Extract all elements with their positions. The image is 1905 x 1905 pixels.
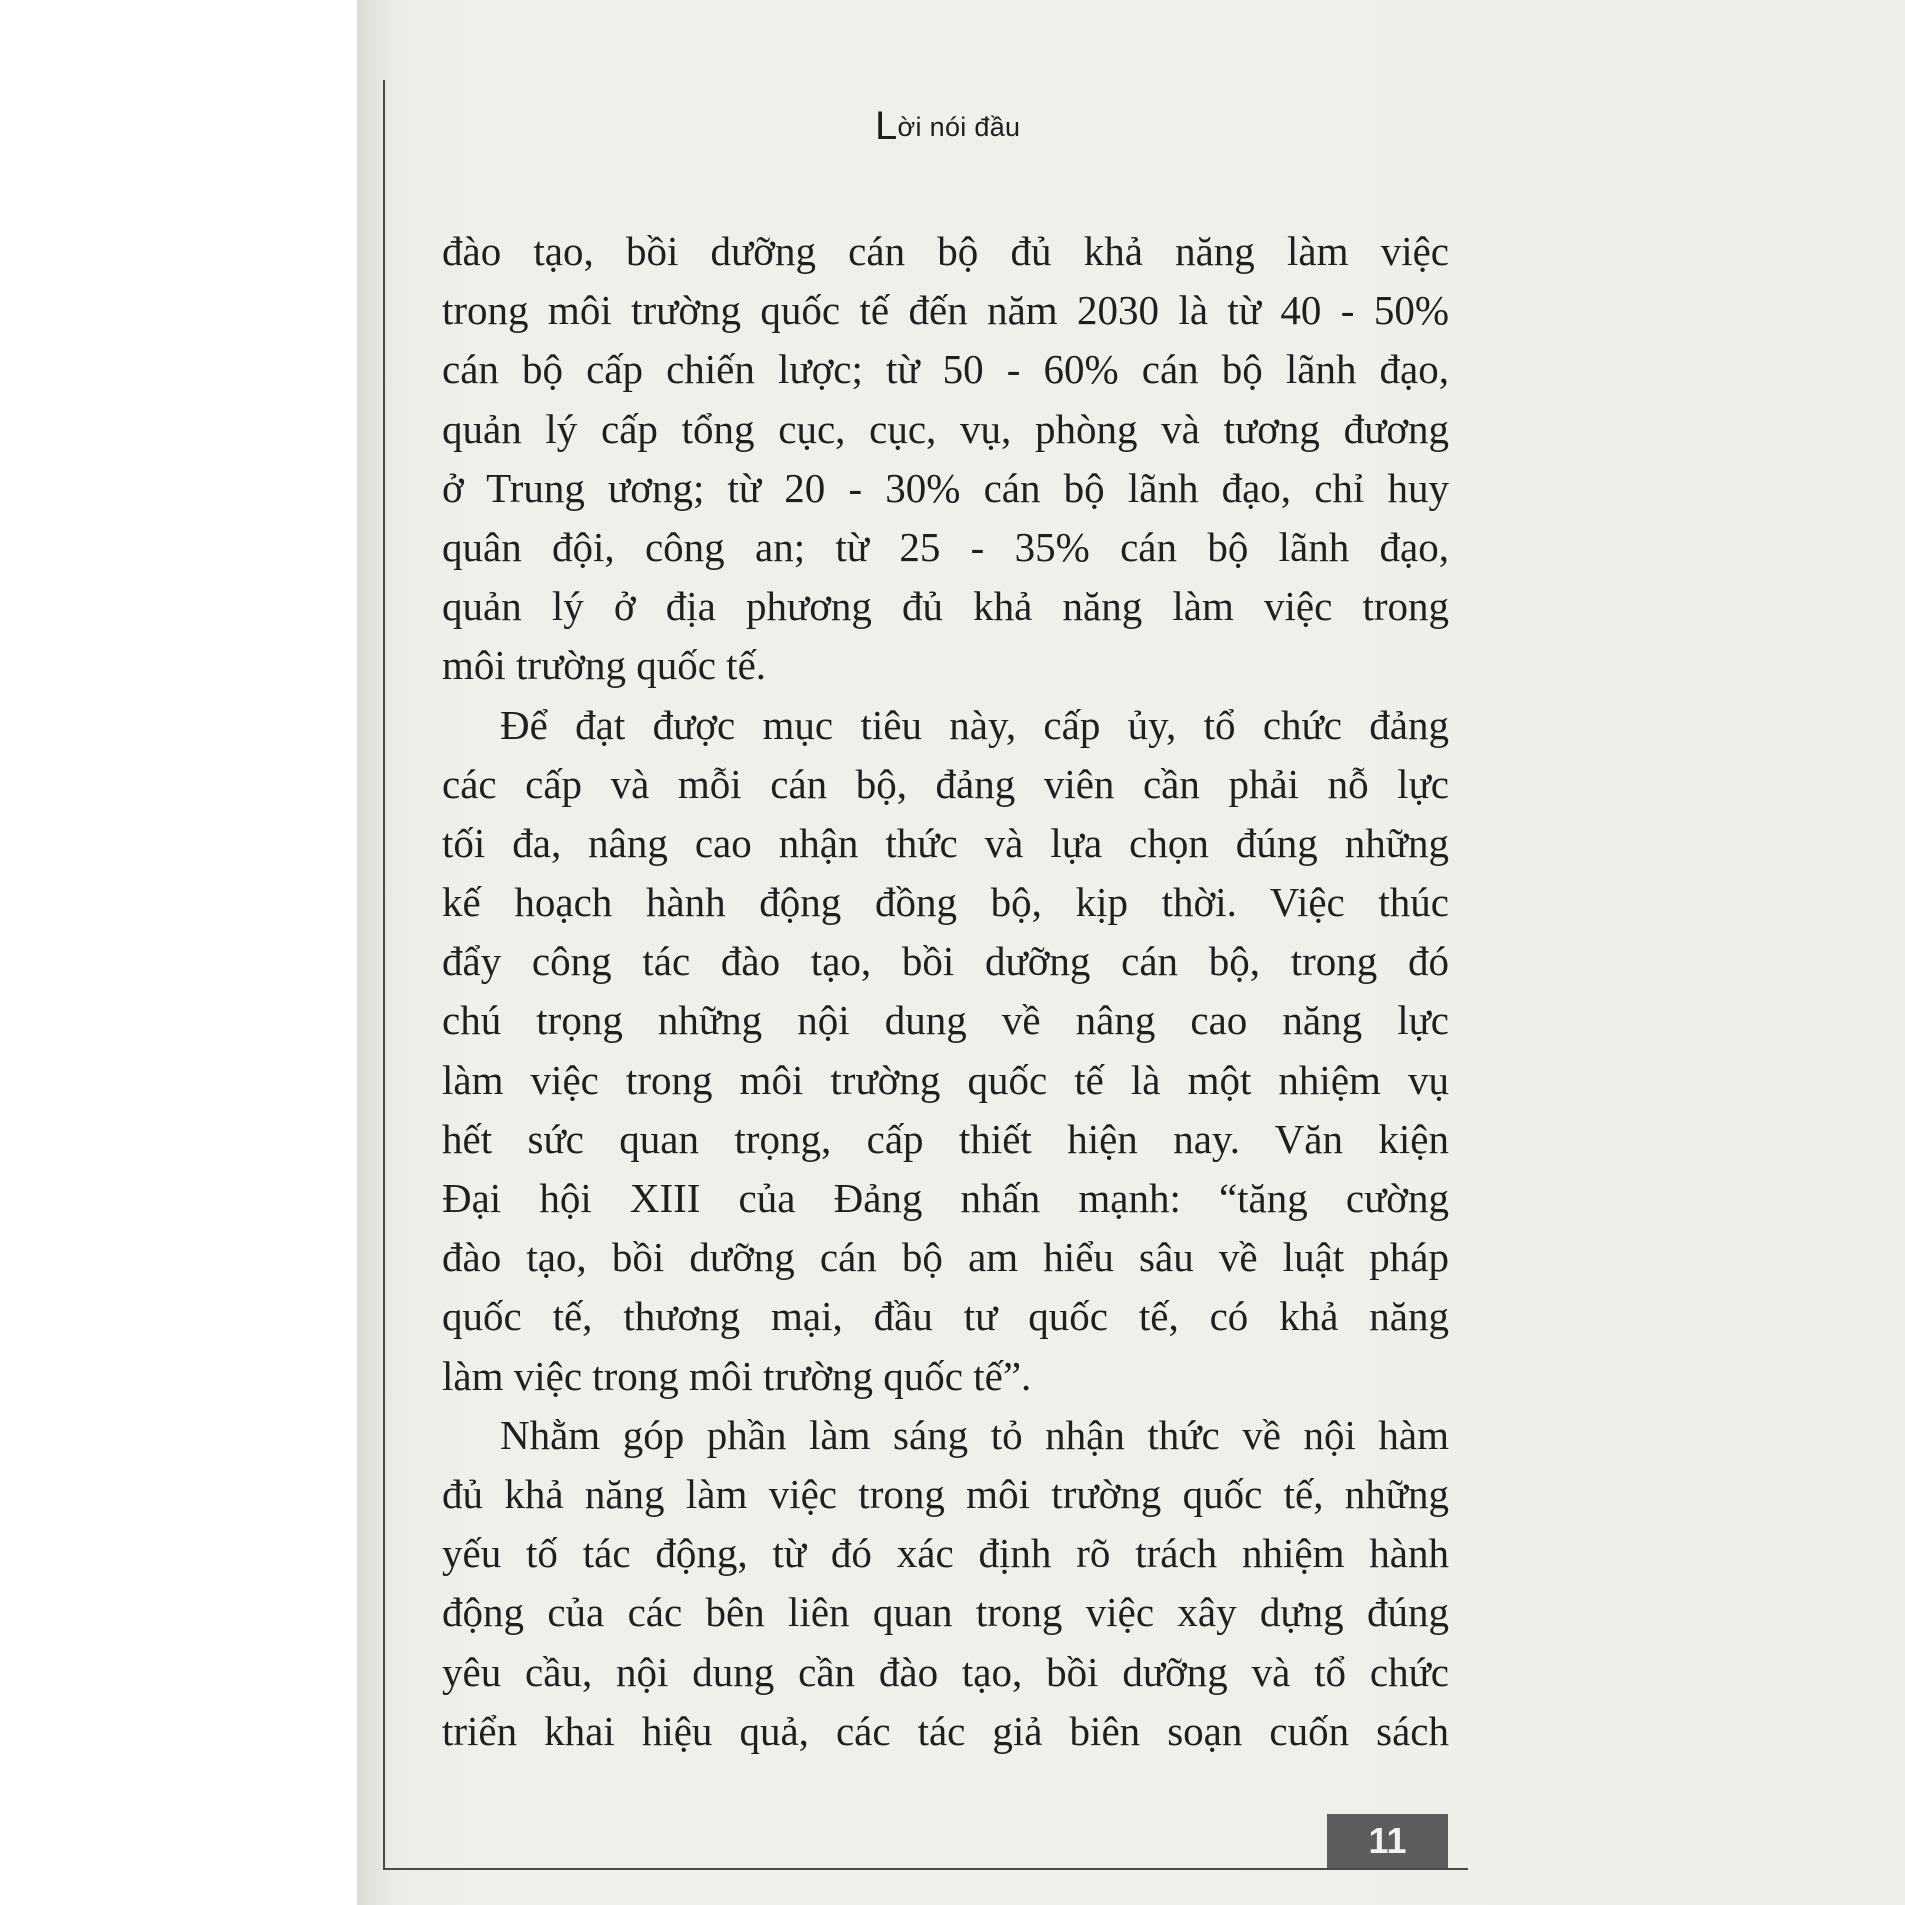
text-line: Nhằm góp phần làm sáng tỏ nhận thức về nội hàm xyxy=(500,1411,1449,1458)
text-line: trong môi trường quốc tế đến năm 2030 là từ 40 - 50% xyxy=(442,287,1449,334)
page-number: 11 xyxy=(1327,1814,1448,1868)
text-line: quản lý cấp tổng cục, cục, vụ, phòng và tương đương xyxy=(442,405,1449,452)
running-head-text: ời nói đầu xyxy=(897,112,1021,142)
text-line: yêu cầu, nội dung cần đào tạo, bồi dưỡng và tổ chức xyxy=(442,1648,1449,1695)
text-line: Để đạt được mục tiêu này, cấp ủy, tổ chức đảng xyxy=(500,701,1449,748)
page-frame-left-rule xyxy=(383,80,385,1870)
page-frame-bottom-rule xyxy=(383,1868,1468,1870)
running-head xyxy=(875,104,1020,149)
text-line: làm việc trong môi trường quốc tế”. xyxy=(442,1352,1032,1399)
text-line: cán bộ cấp chiến lược; từ 50 - 60% cán bộ lãnh đạo, xyxy=(442,346,1449,393)
text-line: yếu tố tác động, từ đó xác định rõ trách nhiệm hành xyxy=(442,1530,1449,1577)
text-line: làm việc trong môi trường quốc tế là một nhiệm vụ xyxy=(442,1056,1449,1103)
text-line: triển khai hiệu quả, các tác giả biên soạn cuốn sách xyxy=(442,1707,1449,1754)
text-line: quân đội, công an; từ 25 - 35% cán bộ lãnh đạo, xyxy=(442,523,1449,570)
body-text xyxy=(442,222,1449,1761)
text-line: đào tạo, bồi dưỡng cán bộ am hiểu sâu về luật pháp xyxy=(442,1234,1449,1281)
text-line: môi trường quốc tế. xyxy=(442,642,767,689)
text-line: hết sức quan trọng, cấp thiết hiện nay. Văn kiện xyxy=(442,1115,1449,1162)
text-line: chú trọng những nội dung về nâng cao năng lực xyxy=(442,997,1449,1044)
text-line: ở Trung ương; từ 20 - 30% cán bộ lãnh đạo, chỉ huy xyxy=(442,464,1449,511)
text-line: các cấp và mỗi cán bộ, đảng viên cần phải nỗ lực xyxy=(442,760,1449,807)
text-line: quản lý ở địa phương đủ khả năng làm việc trong xyxy=(442,583,1449,630)
text-line: đủ khả năng làm việc trong môi trường quốc tế, những xyxy=(442,1470,1449,1517)
text-line: kế hoạch hành động đồng bộ, kịp thời. Việc thúc xyxy=(442,879,1449,926)
text-line: quốc tế, thương mại, đầu tư quốc tế, có khả năng xyxy=(442,1293,1449,1340)
text-line: Đại hội XIII của Đảng nhấn mạnh: “tăng cường xyxy=(442,1175,1449,1221)
running-head-initial: L xyxy=(875,104,898,148)
text-line: đào tạo, bồi dưỡng cán bộ đủ khả năng làm việc xyxy=(442,228,1449,274)
text-line: tối đa, nâng cao nhận thức và lựa chọn đúng những xyxy=(442,819,1449,866)
text-line: đẩy công tác đào tạo, bồi dưỡng cán bộ, trong đó xyxy=(442,938,1449,985)
text-line: động của các bên liên quan trong việc xây dựng đúng xyxy=(442,1589,1449,1636)
